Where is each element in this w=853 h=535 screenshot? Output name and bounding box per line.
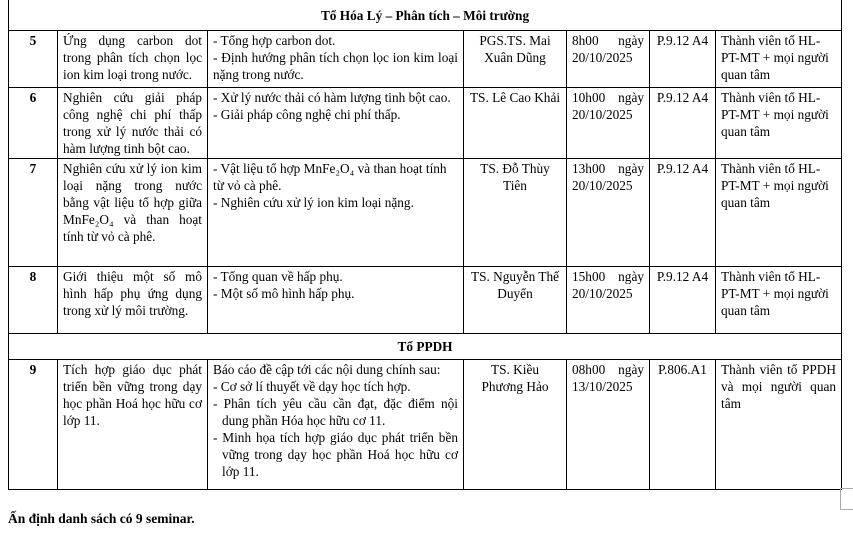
seminar-title: Tích hợp giáo dục phát triển bền vững trong dạy học phần Hoá học hữu cơ lớp 11.	[58, 360, 208, 490]
content-item: - Tổng hợp carbon dot.	[213, 33, 336, 48]
content-item: - Định hướng phân tích chọn lọc ion kim loại nặng trong nước.	[213, 50, 458, 82]
footer-note: Ấn định danh sách có 9 seminar.	[8, 511, 195, 526]
audience: Thành viên tổ HL-PT-MT + mọi người quan tâm	[716, 88, 842, 159]
time: 8h00 ngày 20/10/2025	[567, 31, 650, 88]
time: 15h00 ngày 20/10/2025	[567, 267, 650, 334]
content-item: - Giải pháp công nghệ chi phí thấp.	[213, 107, 401, 122]
audience: Thành viên tổ PPDH và mọi người quan tâm	[716, 360, 842, 490]
room: P.9.12 A4	[650, 159, 716, 267]
presenter: TS. Đỗ Thùy Tiên	[464, 159, 567, 267]
audience: Thành viên tổ HL-PT-MT + mọi người quan tâm	[716, 267, 842, 334]
audience: Thành viên tổ HL-PT-MT + mọi người quan tâm	[716, 31, 842, 88]
content-item: - Xử lý nước thải có hàm lượng tinh bột cao.	[213, 90, 451, 105]
table-row	[9, 31, 842, 88]
room: P.9.12 A4	[650, 267, 716, 334]
table-resize-handle[interactable]	[840, 488, 853, 510]
seminar-title: Nghiên cứu giải pháp công nghệ chi phí thấp trong xử lý nước thải có hàm lượng tinh bột cao.	[58, 88, 208, 159]
row-number: 7	[9, 159, 58, 267]
seminar-table	[8, 0, 842, 490]
content-item: - Cơ sở lí thuyết về dạy học tích hợp.	[213, 379, 411, 394]
presenter: TS. Nguyễn Thế Duyển	[464, 267, 567, 334]
content-intro: Báo cáo đề cập tới các nội dung chính sau:	[213, 362, 441, 377]
presenter: TS. Kiều Phương Hảo	[464, 360, 567, 490]
time: 08h00 ngày 13/10/2025	[567, 360, 650, 490]
presenter: PGS.TS. Mai Xuân Dũng	[464, 31, 567, 88]
content-item: - Phân tích yêu cầu cần đạt, đặc điểm nội dung phần Hóa học hữu cơ 11.	[213, 396, 458, 428]
seminar-title: Nghiên cứu xử lý ion kim loại nặng trong nước bằng vật liệu tổ hợp giữa MnFe₂O₄ và than hoạt tính từ vỏ cà phê.	[58, 159, 208, 267]
content-item: - Nghiên cứu xử lý ion kim loại nặng.	[213, 195, 414, 210]
time: 13h00 ngày 20/10/2025	[567, 159, 650, 267]
content-item: - Minh họa tích hợp giáo dục phát triển bền vững trong dạy học phần Hoá học hữu cơ lớp 11.	[213, 430, 458, 479]
room: P.9.12 A4	[650, 31, 716, 88]
content-item: - Vật liệu tổ hợp MnFe₂O₄ và than hoạt tính từ vỏ cà phê.	[213, 161, 447, 193]
time: 10h00 ngày 20/10/2025	[567, 88, 650, 159]
table-row	[9, 267, 842, 334]
row-number: 6	[9, 88, 58, 159]
table-row	[9, 88, 842, 159]
content-item: - Tổng quan về hấp phụ.	[213, 269, 343, 284]
room: P.9.12 A4	[650, 88, 716, 159]
group-header: Tổ Hóa Lý – Phân tích – Môi trường	[9, 0, 842, 31]
row-number: 8	[9, 267, 58, 334]
row-number: 9	[9, 360, 58, 490]
row-number: 5	[9, 31, 58, 88]
table-row	[9, 159, 842, 267]
seminar-title: Giới thiệu một số mô hình hấp phụ ứng dụng trong xử lý môi trường.	[58, 267, 208, 334]
group-header: Tổ PPDH	[9, 334, 842, 360]
content-item: - Một số mô hình hấp phụ.	[213, 286, 355, 301]
presenter: TS. Lê Cao Khải	[464, 88, 567, 159]
audience: Thành viên tổ HL-PT-MT + mọi người quan tâm	[716, 159, 842, 267]
table-row	[9, 360, 842, 490]
room: P.806.A1	[650, 360, 716, 490]
seminar-title: Ứng dụng carbon dot trong phân tích chọn lọc ion kim loại trong nước.	[58, 31, 208, 88]
